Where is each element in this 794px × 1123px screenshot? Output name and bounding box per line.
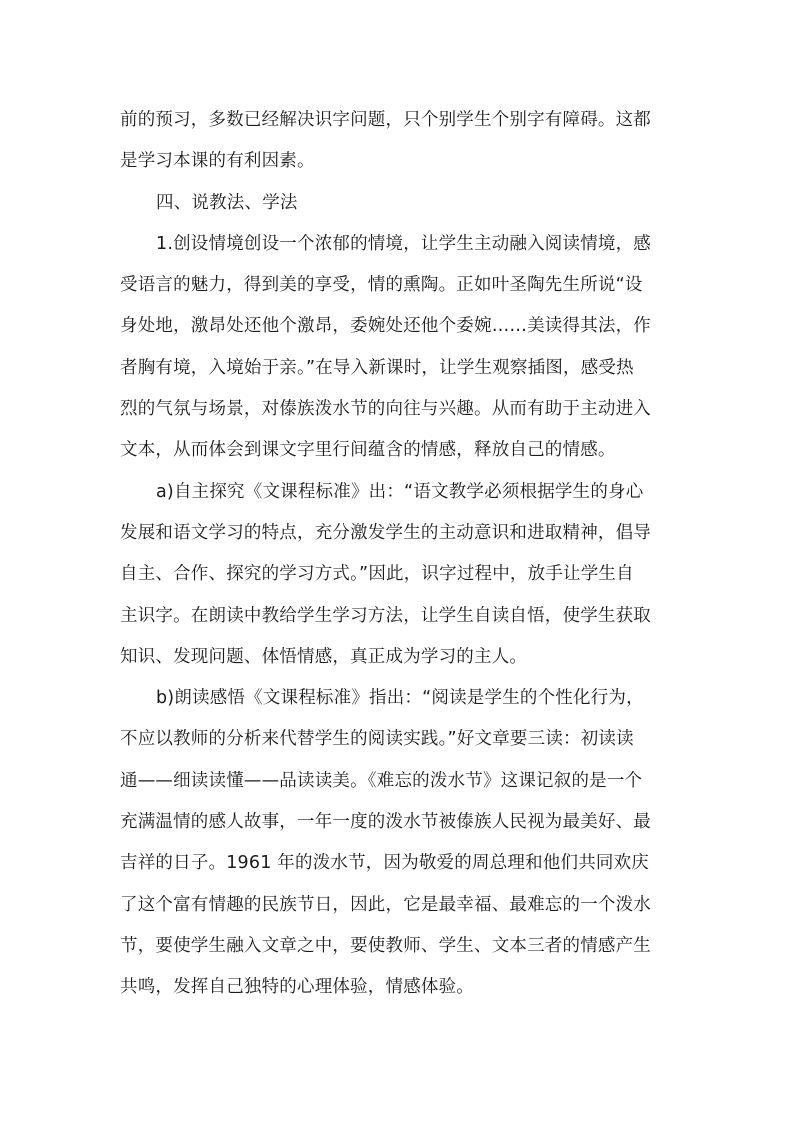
paragraph-line: 者胸有境，入境始于亲。”在导入新课时，让学生观察插图，感受热 (120, 357, 634, 378)
paragraph-line: b)朗读感悟《文课程标准》指出：“阅读是学生的个性化行为， (156, 688, 644, 709)
paragraph-line: 前的预习，多数已经解决识字问题，只个别学生个别字有障碍。这都 (120, 110, 651, 130)
paragraph-line: 主识字。在朗读中教给学生学习方法，让学生自读自悟，使学生获取 (120, 605, 651, 626)
paragraph-line: 受语言的魅力，得到美的享受，情的熏陶。正如叶圣陶先生所说“设 (120, 275, 643, 296)
paragraph-line: 身处地，激昂处还他个激昂，委婉处还他个委婉……美读得其法，作 (120, 316, 651, 337)
paragraph-line: 1.创设情境创设一个浓郁的情境，让学生主动融入阅读情境，感 (156, 233, 651, 254)
paragraph-line: 共鸣，发挥自己独特的心理体验，情感体验。 (120, 977, 474, 998)
paragraph-line: 不应以教师的分析来代替学生的阅读实践。”好文章要三读：初读读 (120, 729, 634, 750)
paragraph-line: 吉祥的日子。1961 年的泼水节，因为敬爱的周总理和他们共同欢庆 (120, 853, 649, 874)
section-heading: 四、说教法、学法 (156, 192, 298, 213)
paragraph-line: 是学习本课的有利因素。 (120, 151, 315, 172)
paragraph-line: 文本，从而体会到课文字里行间蕴含的情感，释放自己的情感。 (120, 440, 616, 461)
body-text (120, 100, 680, 1009)
paragraph-line: 通——细读读懂——品读读美。《难忘的泼水节》这课记叙的是一个 (120, 770, 643, 791)
paragraph-line: 自主、合作、探究的学习方式。”因此，识字过程中，放手让学生自 (120, 564, 634, 585)
paragraph-line: 知识、发现问题、体悟情感，真正成为学习的主人。 (120, 646, 528, 667)
paragraph-line: 烈的气氛与场景，对傣族泼水节的向往与兴趣。从而有助于主动进入 (120, 399, 651, 420)
paragraph-line: a)自主探究《文课程标准》出：“语文教学必须根据学生的身心 (156, 481, 644, 502)
paragraph-line: 发展和语文学习的特点，充分激发学生的主动意识和进取精神，倡导 (120, 522, 651, 543)
paragraph-line: 充满温情的感人故事，一年一度的泼水节被傣族人民视为最美好、最 (120, 812, 651, 833)
paragraph-line: 了这个富有情趣的民族节日，因此，它是最幸福、最难忘的一个泼水 (120, 894, 651, 915)
paragraph-line: 节，要使学生融入文章之中，要使教师、学生、文本三者的情感产生 (120, 935, 651, 956)
